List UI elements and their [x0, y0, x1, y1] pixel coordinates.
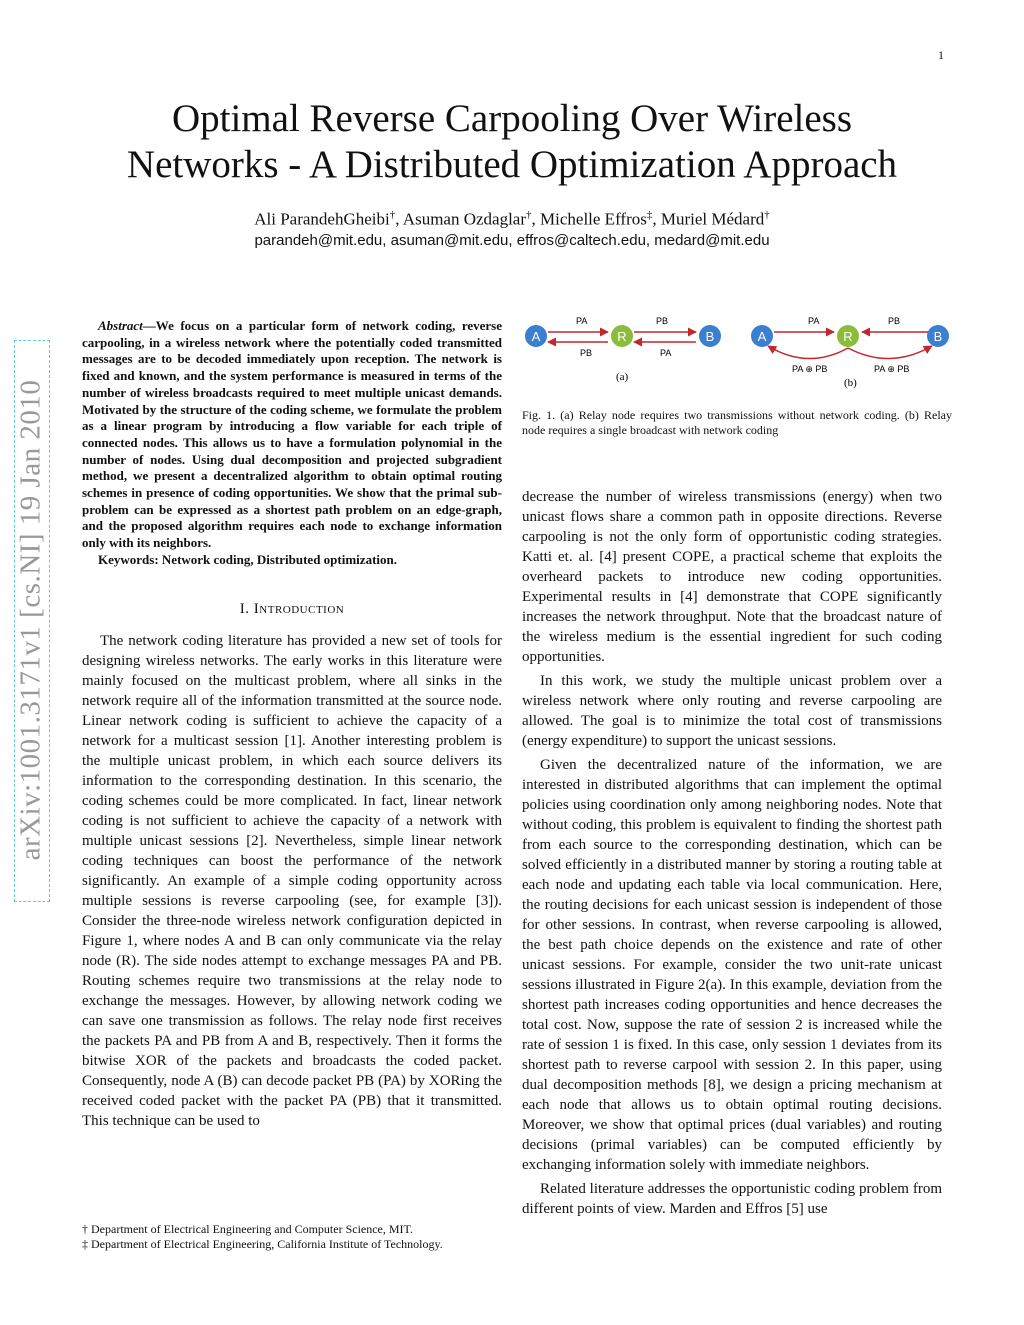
node-b-label: B	[933, 329, 943, 344]
keywords: Keywords: Network coding, Distributed optimization.	[98, 551, 397, 567]
arxiv-stamp	[0, 270, 54, 910]
broadcast-to-a	[768, 346, 848, 359]
abstract	[82, 318, 502, 569]
subcaption-a: (a)	[616, 371, 629, 383]
body-paragraph: Given the decentralized nature of the information, we are interested in distributed algorithms that can implement the optimal policies using coordination only among neighboring nodes. Note that without coding, this problem is equivalent to finding the shortest path from each source to the corresponding destination, which can be solved efficiently in a distributed manner by storing a routing table at each node and updating each table via local communication. Here, the routing decisions for each unicast session is independent of those for other sessions. In contrast, when reverse carpooling is allowed, the best path choice depends on the existence and rate of other unicast sessions. For example, consider the two unit-rate unicast sessions illustrated in Figure 2(a). In this example, deviation from the shortest path increases coding opportunities and hence decreases the total cost. Now, suppose the rate of session 2 is increased while the rate of session 1 is fixed. In this case, only session 1 deviates from its shortest path to reverse carpool with session 2. In this paper, using dual decomposition methods [8], we design a pricing mechanism at each node that allows us to obtain optimal routing decisions. Moreover, we show that optimal prices (dual variables) and routing decisions (primal variables) can be computed efficiently by exchanging information solely with immediate neighbors.	[522, 757, 942, 1173]
section-title: Introduction	[253, 600, 345, 617]
label-pb-bottom: PB	[580, 348, 593, 358]
arxiv-stamp-text: arXiv:1001.3171v1 [cs.NI] 19 Jan 2010	[14, 379, 47, 861]
abstract-label: Abstract	[98, 318, 143, 333]
author-1: Ali ParandehGheibi	[254, 209, 390, 229]
panel-a	[525, 316, 721, 383]
footnote-mit: † Department of Electrical Engineering and Computer Science, MIT.	[82, 1222, 413, 1236]
figure-caption: Fig. 1. (a) Relay node requires two transmissions without network coding. (b) Relay node requires a single broadcast with network coding	[522, 408, 952, 437]
label-pb-top: PB	[656, 316, 669, 326]
body-paragraph: decrease the number of wireless transmissions (energy) when two unicast flows share a common path in opposite directions. Reverse carpooling is not the only form of opportunistic coding strategies. Katti et. al. [4] present COPE, a practical scheme that exploits the overheard packets to introduce new coding opportunities. Experimental results in [4] demonstrate that COPE significantly increases the network throughput. Note that the broadcast nature of the wireless medium is the essential ingredient for such coding opportunities.	[522, 489, 942, 665]
footnotes	[82, 1222, 512, 1252]
label-pb-top: PB	[888, 316, 901, 326]
section-heading	[82, 599, 502, 619]
node-a-label: A	[531, 329, 541, 344]
title-line-1: Optimal Reverse Carpooling Over Wireless	[171, 97, 853, 140]
node-b-label: B	[705, 329, 715, 344]
node-a-label: A	[757, 329, 767, 344]
label-xor-right: PA ⊕ PB	[874, 364, 910, 374]
affil-mark: †	[764, 209, 770, 221]
title-line-2: Networks - A Distributed Optimization Approach	[126, 143, 898, 186]
right-column	[522, 487, 942, 1223]
affil-mark: †	[526, 209, 532, 221]
body-paragraph: In this work, we study the multiple unicast problem over a wireless network where only routing and reverse carpooling are allowed. The goal is to minimize the total cost of transmissions (energy expenditure) to support the unicast sessions.	[522, 673, 942, 749]
author-2: Asuman Ozdaglar	[402, 209, 527, 229]
label-pa-top: PA	[576, 316, 588, 326]
affil-mark: †	[389, 209, 396, 221]
body-paragraph: Related literature addresses the opportunistic coding problem from different points of view. Marden and Effros [5] use	[522, 1181, 942, 1217]
author-emails: parandeh@mit.edu, asuman@mit.edu, effros@caltech.edu, medard@mit.edu	[254, 232, 770, 249]
paper-title	[0, 96, 1024, 188]
subcaption-b: (b)	[844, 377, 857, 389]
abstract-text: —We focus on a particular form of network coding, reverse carpooling, in a wireless network where the potentially coded transmitted messages are to be decoded immediately upon reception. The network is fixed and known, and the system performance is measured in terms of the number of wireless broadcasts required to meet multiple unicast demands. Motivated by the structure of the coding scheme, we formulate the problem as a linear program by introducing a flow variable for each triple of connected nodes. This allows us to have a formulation polynomial in the number of nodes. Using dual decomposition and projected subgradient method, we present a decentralized algorithm to obtain optimal routing schemes in presence of coding opportunities. We show that the primal sub-problem can be expressed as a shortest path problem on an edge-graph, and the proposed algorithm requires each node to exchange information only with its neighbors.	[82, 318, 502, 551]
broadcast-to-b	[848, 346, 932, 359]
left-column	[82, 318, 502, 1135]
footnote-caltech: ‡ Department of Electrical Engineering, California Institute of Technology.	[82, 1237, 443, 1251]
author-list: Ali ParandehGheibi†, Asuman Ozdaglar†, Michelle Effros‡, Muriel Médard†	[254, 209, 770, 229]
section-number: I.	[239, 600, 250, 617]
node-r-label: R	[617, 329, 627, 344]
affil-mark: ‡	[646, 209, 653, 221]
label-pa-top: PA	[808, 316, 820, 326]
author-4: Muriel Médard	[660, 209, 765, 229]
author-3: Michelle Effros	[540, 209, 647, 229]
label-xor-left: PA ⊕ PB	[792, 364, 828, 374]
intro-paragraph: The network coding literature has provided a new set of tools for designing wireless networks. The early works in this literature were mainly focused on the multicast problem, where all sinks in the network require all of the information transmitted at the source node. Linear network coding is sufficient to achieve the capacity of a network for a multicast session [1]. Another interesting problem is the multiple unicast problem, in which each source delivers its information to the corresponding destination. In this scenario, the coding schemes could be more complicated. In fact, linear network coding is not sufficient to achieve the capacity of a network with multiple unicast sessions [2]. Nevertheless, simple linear network coding techniques can boost the performance of the network significantly. An example of a simple coding opportunity across multiple sessions is reverse carpooling (see, for example [3]). Consider the three-node wireless network configuration depicted in Figure 1, where nodes A and B can only communicate via the relay node (R). The side nodes attempt to exchange messages PA and PB. Routing schemes require two transmissions at the relay node to exchange the messages. However, by allowing network coding we can save one transmission as follows. The relay node first receives the packets PA and PB from A and B, respectively. Then it forms the bitwise XOR of the packets and broadcasts the coded packet. Consequently, node A (B) can decode packet PB (PA) by XORing the received coded packet with the packet PA (PB) that it transmitted. This technique can be used to	[82, 632, 502, 1129]
node-r-label: R	[843, 329, 853, 344]
label-pa-bottom: PA	[660, 348, 672, 358]
panel-b	[751, 316, 949, 389]
page-number: 1	[938, 48, 944, 62]
